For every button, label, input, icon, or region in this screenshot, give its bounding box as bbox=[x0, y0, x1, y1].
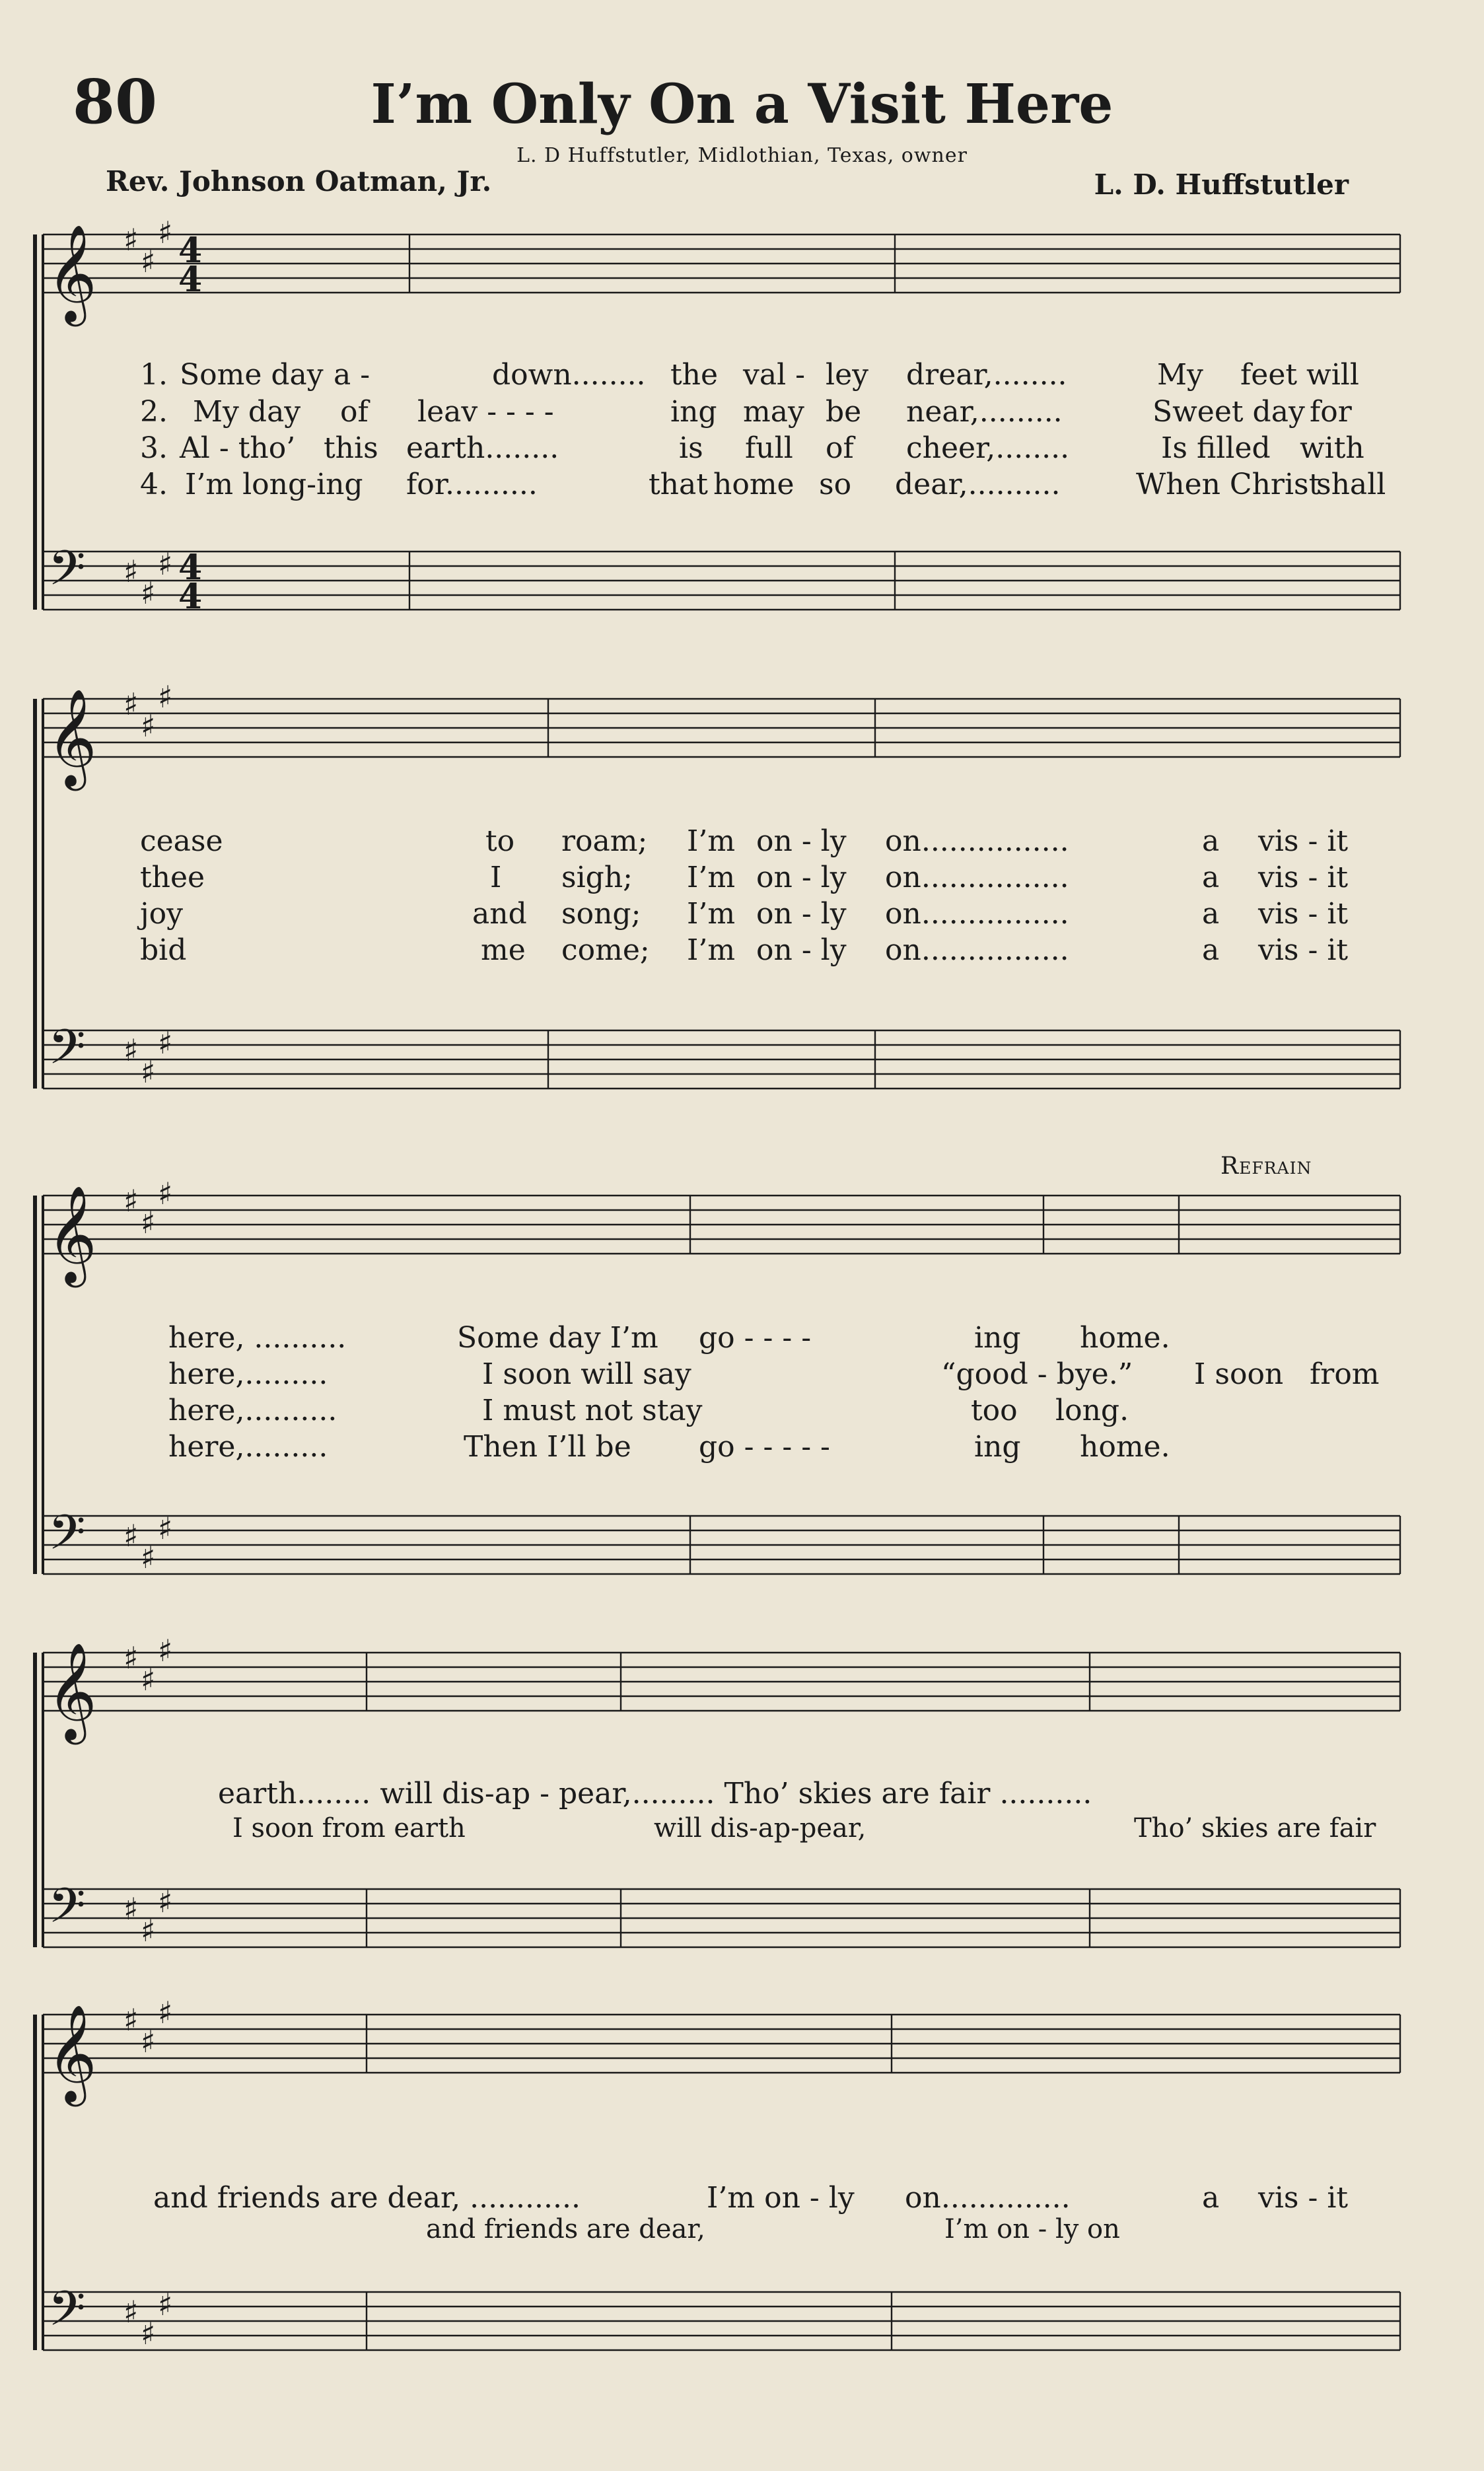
lyric-syllable: Al - tho’ bbox=[180, 431, 296, 465]
lyric-line: I soon from earth bbox=[232, 1813, 466, 1844]
lyric-syllable: on - ly bbox=[756, 897, 847, 931]
sharp-icon: ♯ bbox=[158, 2287, 173, 2322]
lyric-syllable: thee bbox=[140, 861, 205, 894]
lyric-syllable: ley bbox=[826, 358, 868, 392]
verse-number: 2. bbox=[140, 395, 168, 429]
lyric-syllable: on - ly bbox=[756, 824, 847, 858]
lyric-syllable: dear,.......... bbox=[895, 468, 1061, 501]
sharp-icon: ♯ bbox=[158, 1025, 173, 1061]
sharp-icon: ♯ bbox=[158, 1176, 173, 1211]
lyric-syllable: here, .......... bbox=[168, 1321, 347, 1355]
lyric-syllable: here,......... bbox=[168, 1430, 328, 1464]
lyric-line: vis - it bbox=[1258, 2181, 1349, 2215]
lyric-syllable: Is filled bbox=[1161, 431, 1271, 465]
copyright-owner: L. D Huffstutler, Midlothian, Texas, owner bbox=[516, 144, 968, 167]
lyricist: Rev. Johnson Oatman, Jr. bbox=[106, 165, 492, 197]
composer: L. D. Huffstutler bbox=[1094, 168, 1349, 201]
lyric-syllable: of bbox=[826, 431, 854, 465]
lyric-syllable: Then I’ll be bbox=[464, 1430, 631, 1464]
lyric-syllable: I’m bbox=[687, 861, 736, 894]
sharp-icon: ♯ bbox=[158, 215, 173, 250]
lyric-syllable: a bbox=[1202, 824, 1220, 858]
lyric-line: a bbox=[1202, 2181, 1220, 2215]
treble-clef: 𝄞 bbox=[47, 224, 97, 322]
lyric-syllable: on................ bbox=[885, 824, 1069, 858]
lyric-syllable: on................ bbox=[885, 933, 1069, 967]
lyric-syllable: sigh; bbox=[561, 861, 633, 894]
sharp-icon: ♯ bbox=[158, 546, 173, 582]
treble-clef: 𝄞 bbox=[47, 1642, 97, 1740]
lyric-syllable: I’m bbox=[687, 933, 736, 967]
lyric-syllable: ing bbox=[974, 1321, 1021, 1355]
bass-clef: 𝄢 bbox=[48, 1504, 86, 1572]
lyric-syllable: I soon bbox=[1194, 1357, 1284, 1391]
lyric-syllable: on................ bbox=[885, 897, 1069, 931]
lyric-syllable: for bbox=[1310, 395, 1352, 429]
lyric-syllable: feet will bbox=[1240, 358, 1359, 392]
lyric-syllable: roam; bbox=[561, 824, 648, 858]
lyric-syllable: with bbox=[1300, 431, 1364, 465]
lyric-syllable: Some day I’m bbox=[457, 1321, 658, 1355]
lyric-syllable: on................ bbox=[885, 861, 1069, 894]
lyric-syllable: down........ bbox=[492, 358, 646, 392]
lyric-syllable: I soon will say bbox=[482, 1357, 691, 1391]
lyric-syllable: that bbox=[649, 468, 708, 501]
lyric-syllable: ing bbox=[670, 395, 717, 429]
lyric-syllable: a - bbox=[334, 358, 371, 392]
lyric-syllable: vis - it bbox=[1258, 933, 1349, 967]
sharp-icon: ♯ bbox=[141, 2024, 156, 2059]
sharp-icon: ♯ bbox=[124, 1518, 139, 1554]
lyric-syllable: the bbox=[670, 358, 719, 392]
lyric-syllable: I’m bbox=[687, 824, 736, 858]
hymn-number: 80 bbox=[73, 66, 158, 137]
refrain-label: Refrain bbox=[1220, 1153, 1312, 1180]
lyric-syllable: shall bbox=[1316, 468, 1386, 501]
lyric-syllable: I’m long-ing bbox=[185, 468, 363, 501]
lyric-syllable: When Christ bbox=[1136, 468, 1321, 501]
bass-clef: 𝄢 bbox=[48, 2280, 86, 2348]
lyric-syllable: home. bbox=[1080, 1321, 1170, 1355]
verse-number: 3. bbox=[140, 431, 168, 465]
lyric-syllable: leav - - - - bbox=[417, 395, 554, 429]
sharp-icon: ♯ bbox=[141, 1054, 156, 1090]
verse-number: 1. bbox=[140, 358, 168, 392]
sharp-icon: ♯ bbox=[158, 1633, 173, 1668]
sharp-icon: ♯ bbox=[124, 2294, 139, 2330]
sharp-icon: ♯ bbox=[141, 1662, 156, 1698]
sharp-icon: ♯ bbox=[124, 1183, 139, 1219]
sharp-icon: ♯ bbox=[124, 554, 139, 589]
hymn-title: I’m Only On a Visit Here bbox=[371, 73, 1113, 136]
lyric-syllable: on - ly bbox=[756, 933, 847, 967]
lyric-syllable: too bbox=[971, 1394, 1018, 1427]
sharp-icon: ♯ bbox=[124, 2002, 139, 2038]
lyric-syllable: joy bbox=[140, 897, 183, 931]
bass-clef: 𝄢 bbox=[48, 1877, 86, 1945]
lyric-syllable: vis - it bbox=[1258, 861, 1349, 894]
sharp-icon: ♯ bbox=[158, 1884, 173, 1919]
lyric-syllable: bid bbox=[140, 933, 187, 967]
lyric-syllable: is bbox=[679, 431, 703, 465]
lyric-syllable: for.......... bbox=[406, 468, 538, 501]
sharp-icon: ♯ bbox=[124, 1891, 139, 1927]
lyric-syllable: here,.......... bbox=[168, 1394, 337, 1427]
lyric-syllable: val - bbox=[743, 358, 806, 392]
sharp-icon: ♯ bbox=[124, 686, 139, 722]
lyric-line: I’m on - ly bbox=[707, 2181, 855, 2215]
sharp-icon: ♯ bbox=[124, 222, 139, 258]
lyric-syllable: of bbox=[340, 395, 369, 429]
lyric-syllable: cease bbox=[140, 824, 223, 858]
lyric-syllable: song; bbox=[561, 897, 641, 931]
lyric-syllable: come; bbox=[561, 933, 650, 967]
lyric-syllable: full bbox=[745, 431, 793, 465]
lyric-syllable: I must not stay bbox=[482, 1394, 703, 1427]
lyric-syllable: drear,........ bbox=[906, 358, 1067, 392]
sharp-icon: ♯ bbox=[141, 575, 156, 611]
sharp-icon: ♯ bbox=[141, 2316, 156, 2351]
lyric-syllable: Sweet day bbox=[1152, 395, 1305, 429]
time-signature-top: 4 bbox=[178, 548, 203, 588]
lyric-syllable: here,......... bbox=[168, 1357, 328, 1391]
lyric-line: and friends are dear, bbox=[426, 2214, 705, 2244]
lyric-syllable: My bbox=[1157, 358, 1203, 392]
lyric-syllable: be bbox=[826, 395, 862, 429]
lyric-line: I’m on - ly on bbox=[944, 2214, 1120, 2244]
lyric-syllable: this bbox=[324, 431, 378, 465]
lyric-syllable: long. bbox=[1055, 1394, 1129, 1427]
sharp-icon: ♯ bbox=[141, 1205, 156, 1240]
lyric-syllable: go - - - - - bbox=[699, 1430, 830, 1464]
sharp-icon: ♯ bbox=[124, 1640, 139, 1676]
sharp-icon: ♯ bbox=[141, 708, 156, 744]
lyric-syllable: “good - bye.” bbox=[941, 1357, 1133, 1391]
lyric-syllable: home bbox=[713, 468, 795, 501]
treble-clef: 𝄞 bbox=[47, 688, 97, 787]
lyric-syllable: home. bbox=[1080, 1430, 1170, 1464]
verse-number: 4. bbox=[140, 468, 168, 501]
time-signature-bottom: 4 bbox=[178, 577, 203, 617]
lyric-syllable: Some day bbox=[180, 358, 324, 392]
lyric-syllable: a bbox=[1202, 861, 1220, 894]
treble-clef: 𝄞 bbox=[47, 2004, 97, 2102]
lyric-syllable: a bbox=[1202, 897, 1220, 931]
lyric-syllable: from bbox=[1310, 1357, 1380, 1391]
lyric-syllable: My day bbox=[193, 395, 301, 429]
lyric-line: on.............. bbox=[905, 2181, 1071, 2215]
lyric-syllable: go - - - - bbox=[699, 1321, 812, 1355]
bass-clef: 𝄢 bbox=[48, 540, 86, 608]
lyric-line: and friends are dear, ............ bbox=[153, 2181, 581, 2215]
lyric-syllable: cheer,........ bbox=[906, 431, 1070, 465]
lyric-syllable: me bbox=[481, 933, 526, 967]
sharp-icon: ♯ bbox=[141, 244, 156, 279]
lyric-line: Tho’ skies are fair bbox=[1134, 1813, 1376, 1844]
time-signature-top: 4 bbox=[178, 231, 203, 271]
lyric-syllable: a bbox=[1202, 933, 1220, 967]
lyric-line: will dis-ap-pear, bbox=[654, 1813, 866, 1844]
lyric-syllable: may bbox=[743, 395, 804, 429]
sharp-icon: ♯ bbox=[158, 1995, 173, 2030]
lyric-syllable: so bbox=[819, 468, 852, 501]
lyric-syllable: vis - it bbox=[1258, 824, 1349, 858]
sharp-icon: ♯ bbox=[124, 1032, 139, 1068]
sharp-icon: ♯ bbox=[141, 1540, 156, 1575]
lyric-line: earth........ will dis-ap - pear,......... Tho’ skies are fair .......... bbox=[218, 1777, 1092, 1810]
lyric-syllable: on - ly bbox=[756, 861, 847, 894]
lyric-syllable: to bbox=[485, 824, 515, 858]
lyric-syllable: and bbox=[472, 897, 527, 931]
lyric-syllable: I bbox=[490, 861, 502, 894]
sharp-icon: ♯ bbox=[158, 1511, 173, 1546]
lyric-syllable: vis - it bbox=[1258, 897, 1349, 931]
time-signature-bottom: 4 bbox=[178, 260, 203, 300]
sharp-icon: ♯ bbox=[158, 679, 173, 715]
lyric-syllable: near,......... bbox=[906, 395, 1063, 429]
lyric-syllable: earth........ bbox=[406, 431, 559, 465]
lyric-syllable: ing bbox=[974, 1430, 1021, 1464]
treble-clef: 𝄞 bbox=[47, 1185, 97, 1283]
sharp-icon: ♯ bbox=[141, 1913, 156, 1949]
bass-clef: 𝄢 bbox=[48, 1019, 86, 1087]
lyric-syllable: I’m bbox=[687, 897, 736, 931]
